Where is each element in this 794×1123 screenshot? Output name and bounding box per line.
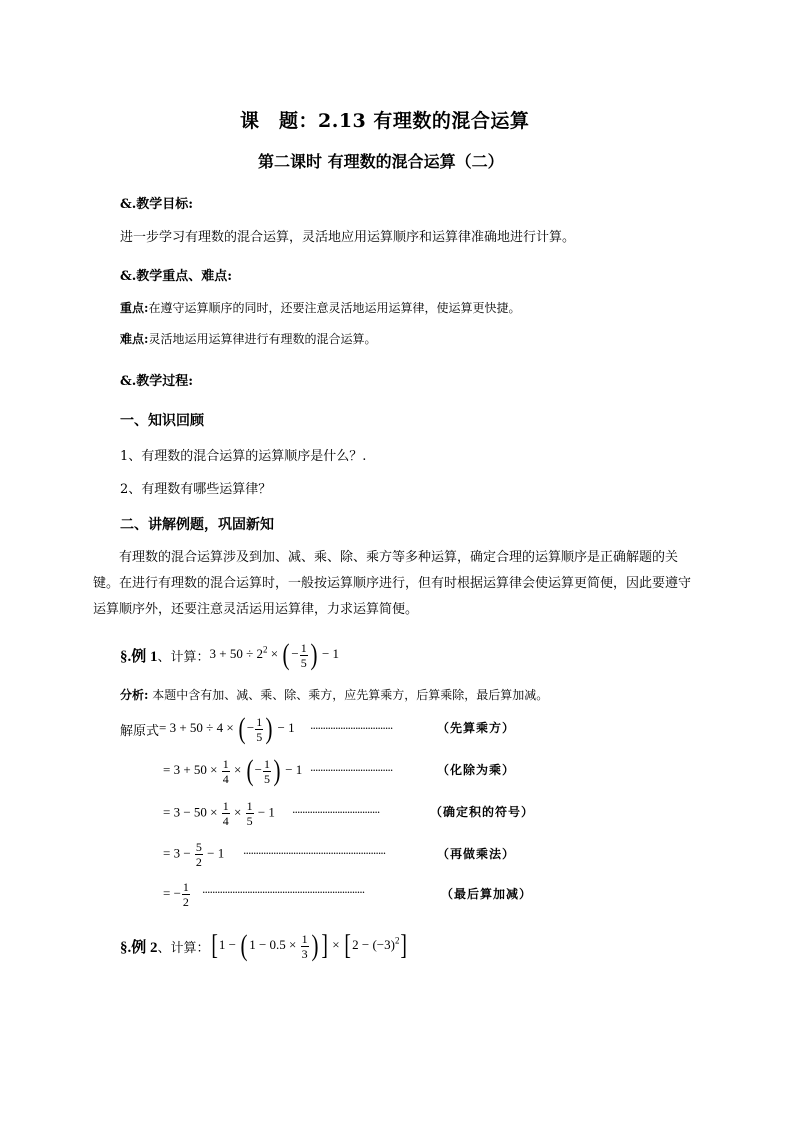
focus-line (120, 299, 520, 316)
review-question-1: 1、有理数的混合运算的运算顺序是什么？. (120, 449, 367, 464)
solution-step-3 (163, 797, 275, 829)
difficulty-label: 难点: (120, 332, 149, 346)
step-4-dots: ························································· (243, 847, 386, 860)
step-5-expression: = − $\frac{1}{2}$ (163, 879, 189, 909)
example-2-prompt: 、计算： (157, 940, 210, 956)
step-1-expression: = 3 + 50 ÷ 4 × ( − $\frac{1}{5}$ ) − 1 (159, 712, 295, 745)
step-4-note: （再做乘法） (437, 847, 516, 861)
key-points-heading: &.教学重点、难点: (120, 269, 233, 284)
step-1-note: （先算乘方） (437, 721, 516, 735)
example-1-label: §.例 1 (120, 648, 158, 665)
objectives-text: 进一步学习有理数的混合运算，灵活地应用运算顺序和运算律准确地进行计算。 (120, 230, 576, 245)
focus-label: 重点: (120, 301, 149, 315)
focus-text: 在遵守运算顺序的同时，还要注意灵活地运用运算律，使运算更快捷。 (148, 301, 521, 315)
process-heading: &.教学过程: (120, 374, 194, 389)
analysis-text: 本题中含有加、减、乘、除、乘方，应先算乘方，后算乘除，最后算加减。 (152, 688, 549, 702)
objectives-heading: &.教学目标: (120, 197, 194, 212)
step-2-note: （化除为乘） (437, 763, 516, 777)
page-subtitle: 第二课时 有理数的混合运算（二） (258, 152, 504, 171)
analysis-line (120, 686, 548, 703)
difficulty-line (120, 330, 376, 347)
step-5-note: （最后算加减） (441, 887, 533, 901)
examples-intro: 有理数的混合运算涉及到加、减、乘、除、乘方等多种运算，确定合理的运算顺序是正确解题的关键。在进行有理数的混合运算时，一般按运算顺序进行，但有时根据运算律会使运算更简便，因此要遵守运算顺序外，还要注意灵活运用运算律，力求运算简便。 (93, 550, 692, 617)
page-title: 课 题：2.13 有理数的混合运算 (240, 110, 530, 132)
review-question-2: 2、有理数有哪些运算律？ (120, 482, 272, 497)
step-5-dots: ································································· (202, 886, 365, 899)
step-1-dots: ································· (310, 722, 393, 735)
solution-step-4 (163, 838, 224, 870)
difficulty-text: 灵活地运用运算律进行有理数的混合运算。 (148, 332, 377, 346)
step-3-note: （确定积的符号） (430, 805, 535, 819)
example-2-line (120, 928, 409, 964)
example-1-line (120, 640, 339, 670)
example-1-prompt: 、计算： (157, 649, 210, 665)
step-3-expression: = 3 − 50 × $\frac{1}{4}$ × $\frac{1}{5}$ − 1 (163, 798, 275, 828)
solution-step-5 (163, 878, 191, 910)
solution-step-2 (163, 754, 302, 788)
example-2-label: §.例 2 (120, 939, 158, 956)
step-3-dots: ··································· (292, 806, 380, 819)
step-2-dots: ································· (310, 764, 393, 777)
example-2-expression: [1 − ( 1 − 0.5 × $\frac{1}{3}$ ) ] × $[2 - (-3)^2]$ (210, 929, 408, 962)
examples-heading: 二、讲解例题，巩固新知 (120, 517, 274, 533)
example-1-expression: $3 + 50 \div 2^2$ × ( − $\frac{1}{5}$ ) − 1 (209, 638, 340, 671)
solution-label: 解原式 (120, 723, 160, 739)
step-2-expression: = 3 + 50 × $\frac{1}{4}$ × ( − $\frac{1}{5}$ ) − 1 (163, 754, 303, 787)
step-4-expression: = 3 − $\frac{5}{2}$ − 1 (163, 839, 225, 869)
solution-step-1 (120, 712, 295, 746)
review-heading: 一、知识回顾 (120, 413, 204, 429)
analysis-label: 分析: (120, 688, 149, 702)
